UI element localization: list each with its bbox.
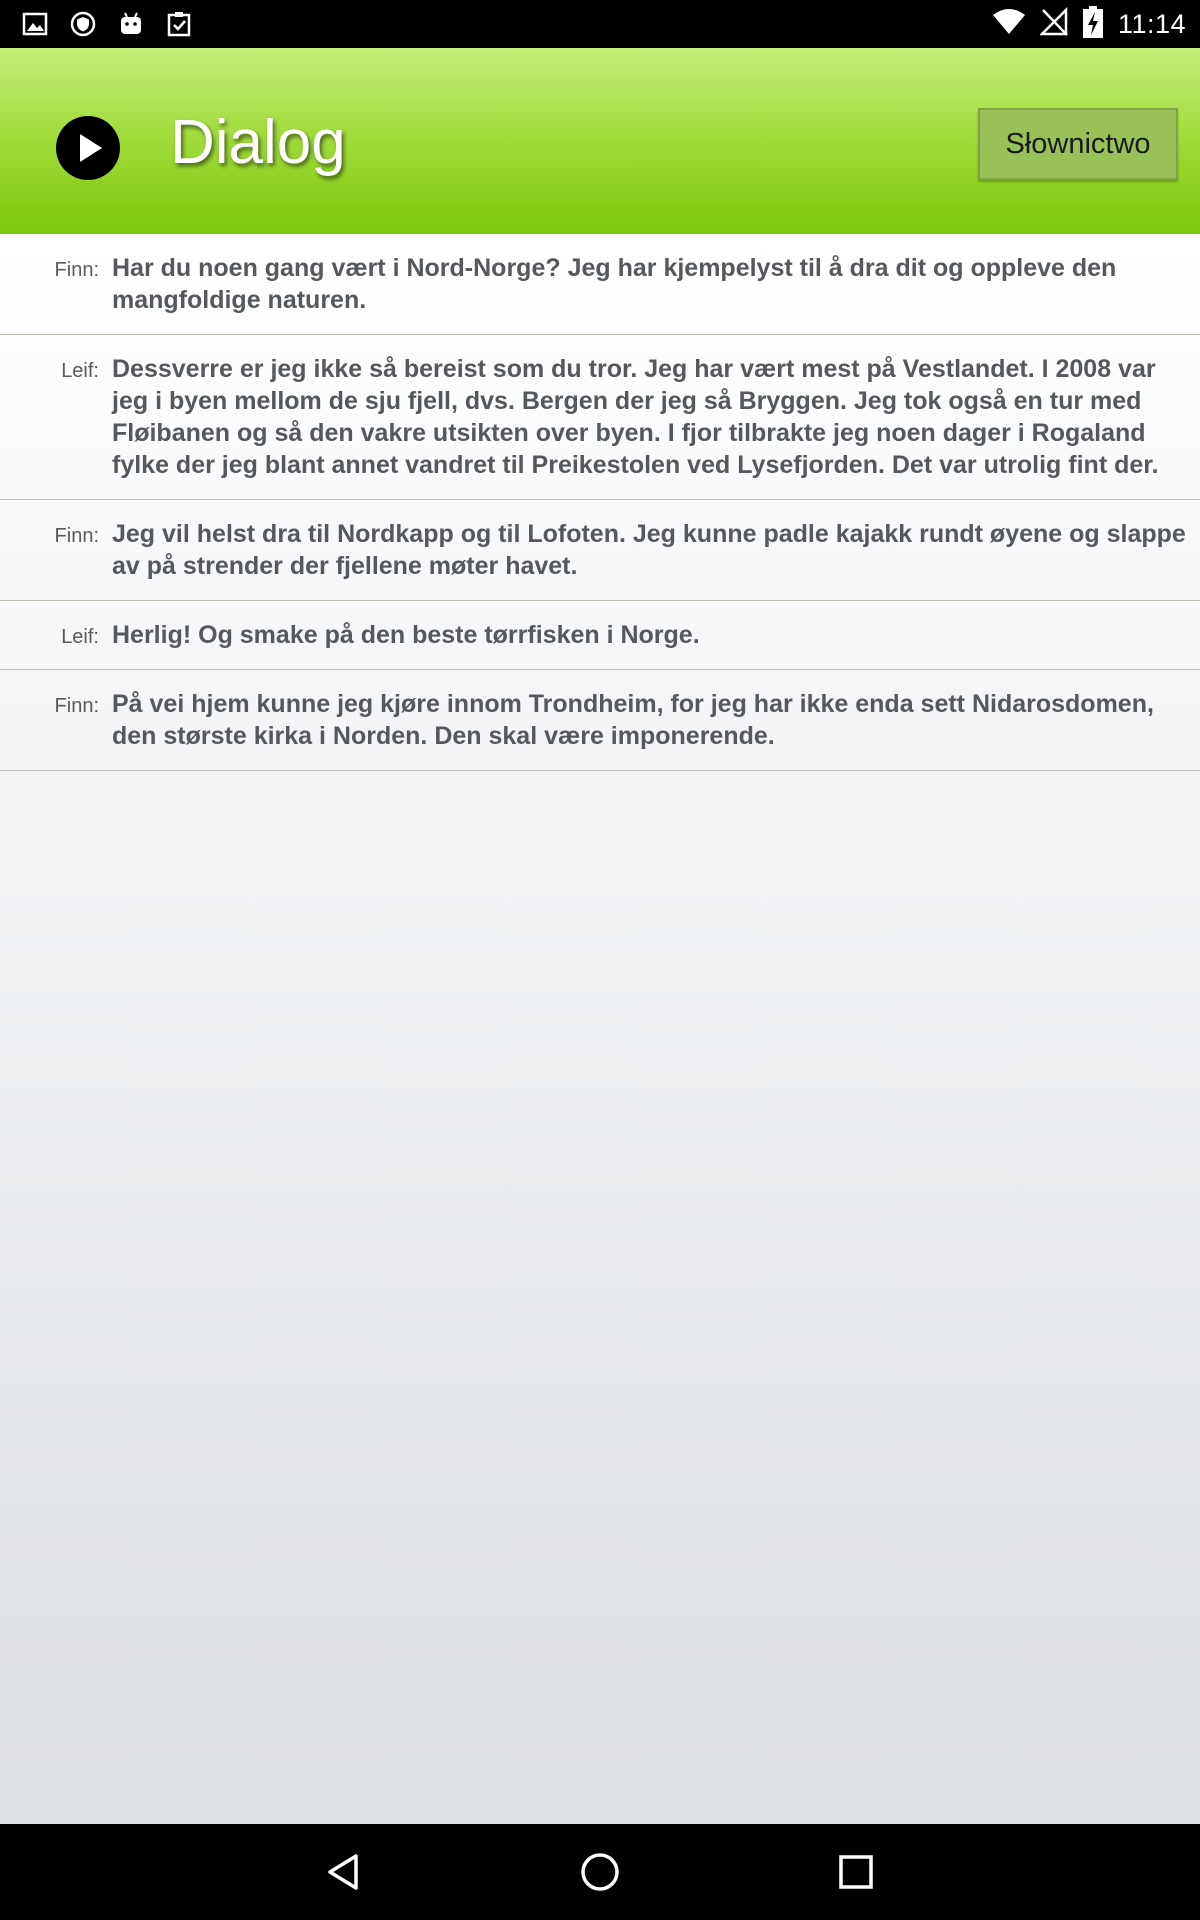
shield-icon (68, 9, 98, 39)
image-icon (20, 9, 50, 39)
speaker-label: Leif: (61, 360, 99, 382)
dialog-line (0, 670, 1200, 771)
dialog-line (0, 601, 1200, 670)
dialog-text: Dessverre er jeg ikke så bereist som du tror. Jeg har vært mest på Vestlandet. I 2008 var jeg i byen mellom de sju fjell, dvs. Bergen der jeg så Bryggen. Jeg tok også en tur med Fløibanen og så den vakre utsikten over byen. I fjor tilbrakte jeg noen dager i Rogaland fylke der jeg blant annet vandret til Preikestolen ved Lysefjorden. Det var utrolig fint der. (112, 355, 1159, 479)
speaker-label: Finn: (54, 695, 99, 717)
vocabulary-button[interactable]: Słownictwo (978, 108, 1178, 180)
status-bar (0, 0, 1200, 48)
system-status (992, 6, 1186, 42)
back-icon (322, 1850, 366, 1894)
home-icon (578, 1850, 622, 1894)
dialog-text: Jeg vil helst dra til Nordkapp og til Lofoten. Jeg kunne padle kajakk rundt øyene og slappe av på strender der fjellene møter havet. (112, 520, 1186, 580)
header-bar (0, 48, 1200, 234)
speaker-label: Leif: (61, 626, 99, 648)
speaker-label: Finn: (54, 525, 99, 547)
dialog-text: Herlig! Og smake på den beste tørrfisken i Norge. (112, 621, 700, 649)
status-time: 11:14 (1117, 8, 1186, 39)
speaker-label: Finn: (54, 259, 99, 281)
dialog-text: På vei hjem kunne jeg kjøre innom Trondheim, for jeg har ikke enda sett Nidarosdomen, den største kirka i Norden. Den skal være imponerende. (112, 690, 1154, 750)
recents-icon (834, 1850, 878, 1894)
recents-button[interactable] (826, 1842, 886, 1902)
page-title: Dialog (170, 108, 346, 177)
dialog-list (0, 234, 1200, 1824)
dialog-line (0, 500, 1200, 601)
wifi-icon (992, 7, 1026, 42)
no-signal-icon (1040, 7, 1068, 42)
home-button[interactable] (570, 1842, 630, 1902)
navigation-bar (0, 1824, 1200, 1920)
back-button[interactable] (314, 1842, 374, 1902)
play-icon (56, 116, 120, 180)
play-button[interactable] (56, 116, 120, 180)
android-icon (116, 9, 146, 39)
battery-charging-icon (1082, 6, 1104, 43)
dialog-line (0, 335, 1200, 500)
dialog-line (0, 234, 1200, 335)
dialog-text: Har du noen gang vært i Nord-Norge? Jeg har kjempelyst til å dra dit og oppleve den mangfoldige naturen. (112, 254, 1117, 314)
clipboard-check-icon (164, 9, 194, 39)
notification-icons (20, 8, 194, 40)
